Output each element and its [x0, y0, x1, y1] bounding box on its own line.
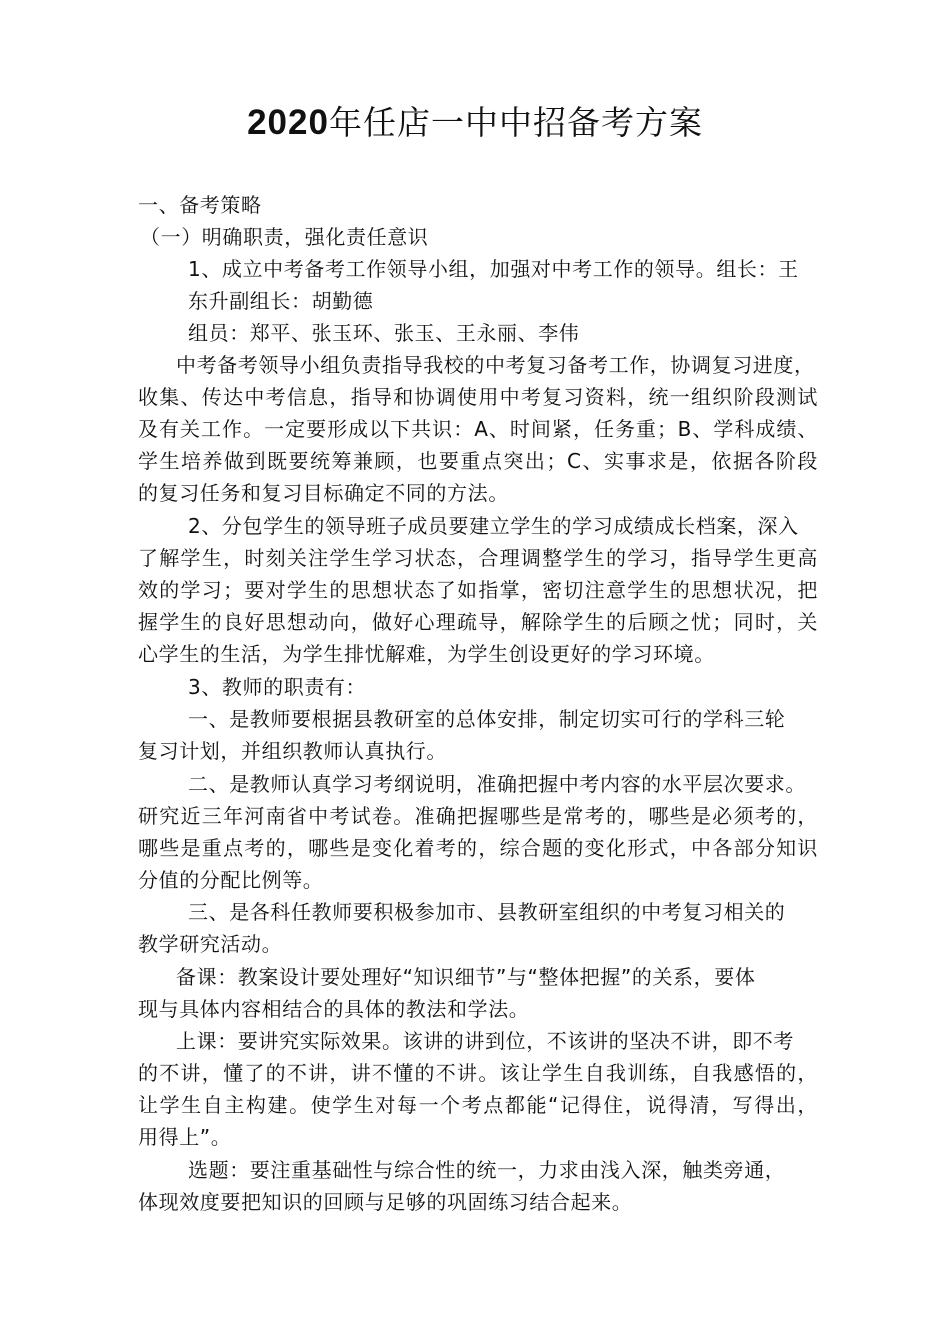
- paragraph-line: 3、教师的职责有：: [188, 675, 367, 699]
- paragraph-line: 现与具体内容相结合的具体的教法和学法。: [138, 997, 530, 1021]
- paragraph-line: 的复习任务和复习目标确定不同的方法。: [138, 481, 509, 505]
- paragraph-line: 上课：要讲究实际效果。该讲的讲到位，不该讲的坚决不讲，即不考: [176, 1029, 794, 1053]
- paragraph-line: 体现效度要把知识的回顾与足够的巩固练习结合起来。: [138, 1190, 633, 1214]
- title-year: 2020: [247, 103, 329, 142]
- paragraph-line: 2、分包学生的领导班子成员要建立学生的学习成绩成长档案，深入: [188, 514, 799, 538]
- paragraph-line: 东升副组长：胡勤德: [188, 289, 374, 313]
- paragraph-line: 复习计划，并组织教师认真执行。: [138, 739, 447, 763]
- paragraph-line: 教学研究活动。: [138, 932, 283, 956]
- paragraph-line: 了解学生，时刻关注学生学习状态，合理调整学生的学习，指导学生更高: [138, 546, 818, 570]
- paragraph-line: 研究近三年河南省中考试卷。准确把握哪些是常考的，哪些是必须考的，: [138, 804, 818, 828]
- paragraph-line: 三、是各科任教师要积极参加市、县教研室组织的中考复习相关的: [188, 900, 786, 924]
- paragraph-line: 用得上”。: [138, 1125, 232, 1149]
- paragraph-line: 哪些是重点考的，哪些是变化着考的，综合题的变化形式，中各部分知识: [138, 836, 818, 860]
- paragraph-line: 及有关工作。一定要形成以下共识：A、时间紧，任务重；B、学科成绩、: [138, 417, 818, 441]
- paragraph-line: 二、是教师认真学习考纲说明，准确把握中考内容的水平层次要求。: [188, 772, 806, 796]
- paragraph-line: 1、成立中考备考工作领导小组，加强对中考工作的领导。组长：王: [188, 257, 799, 281]
- paragraph-line: 的不讲，懂了的不讲，讲不懂的不讲。该让学生自我训练，自我感悟的，: [138, 1061, 818, 1085]
- title-text: 年任店一中中招备考方案: [328, 103, 703, 142]
- paragraph-line: 握学生的良好思想动向，做好心理疏导，解除学生的后顾之忧；同时，关: [138, 610, 818, 634]
- paragraph-line: 收集、传达中考信息，指导和协调使用中考复习资料，统一组织阶段测试: [138, 385, 818, 409]
- paragraph-line: 组员：郑平、张玉环、张玉、王永丽、李伟: [188, 321, 580, 345]
- subsection-heading: （一）明确职责，强化责任意识: [140, 225, 429, 249]
- paragraph-line: 心学生的生活，为学生排忧解难，为学生创设更好的学习环境。: [138, 642, 715, 666]
- paragraph-line: 选题：要注重基础性与综合性的统一，力求由浅入深，触类旁通，: [188, 1158, 786, 1182]
- paragraph-line: 效的学习；要对学生的思想状态了如指掌，密切注意学生的思想状况，把: [138, 578, 818, 602]
- paragraph-line: 让学生自主构建。使学生对每一个考点都能“记得住，说得清，写得出，: [138, 1093, 818, 1117]
- paragraph-line: 中考备考领导小组负责指导我校的中考复习备考工作，协调复习进度，: [176, 353, 815, 377]
- paragraph-line: 一、是教师要根据县教研室的总体安排，制定切实可行的学科三轮: [188, 707, 786, 731]
- section-heading: 一、备考策略: [138, 193, 262, 217]
- paragraph-line: 分值的分配比例等。: [138, 868, 324, 892]
- document-title: [0, 98, 950, 148]
- paragraph-line: 学生培养做到既要统筹兼顾，也要重点突出；C、实事求是，依据各阶段: [138, 449, 818, 473]
- paragraph-line: 备课：教案设计要处理好“知识细节”与“整体把握”的关系，要体: [176, 965, 756, 989]
